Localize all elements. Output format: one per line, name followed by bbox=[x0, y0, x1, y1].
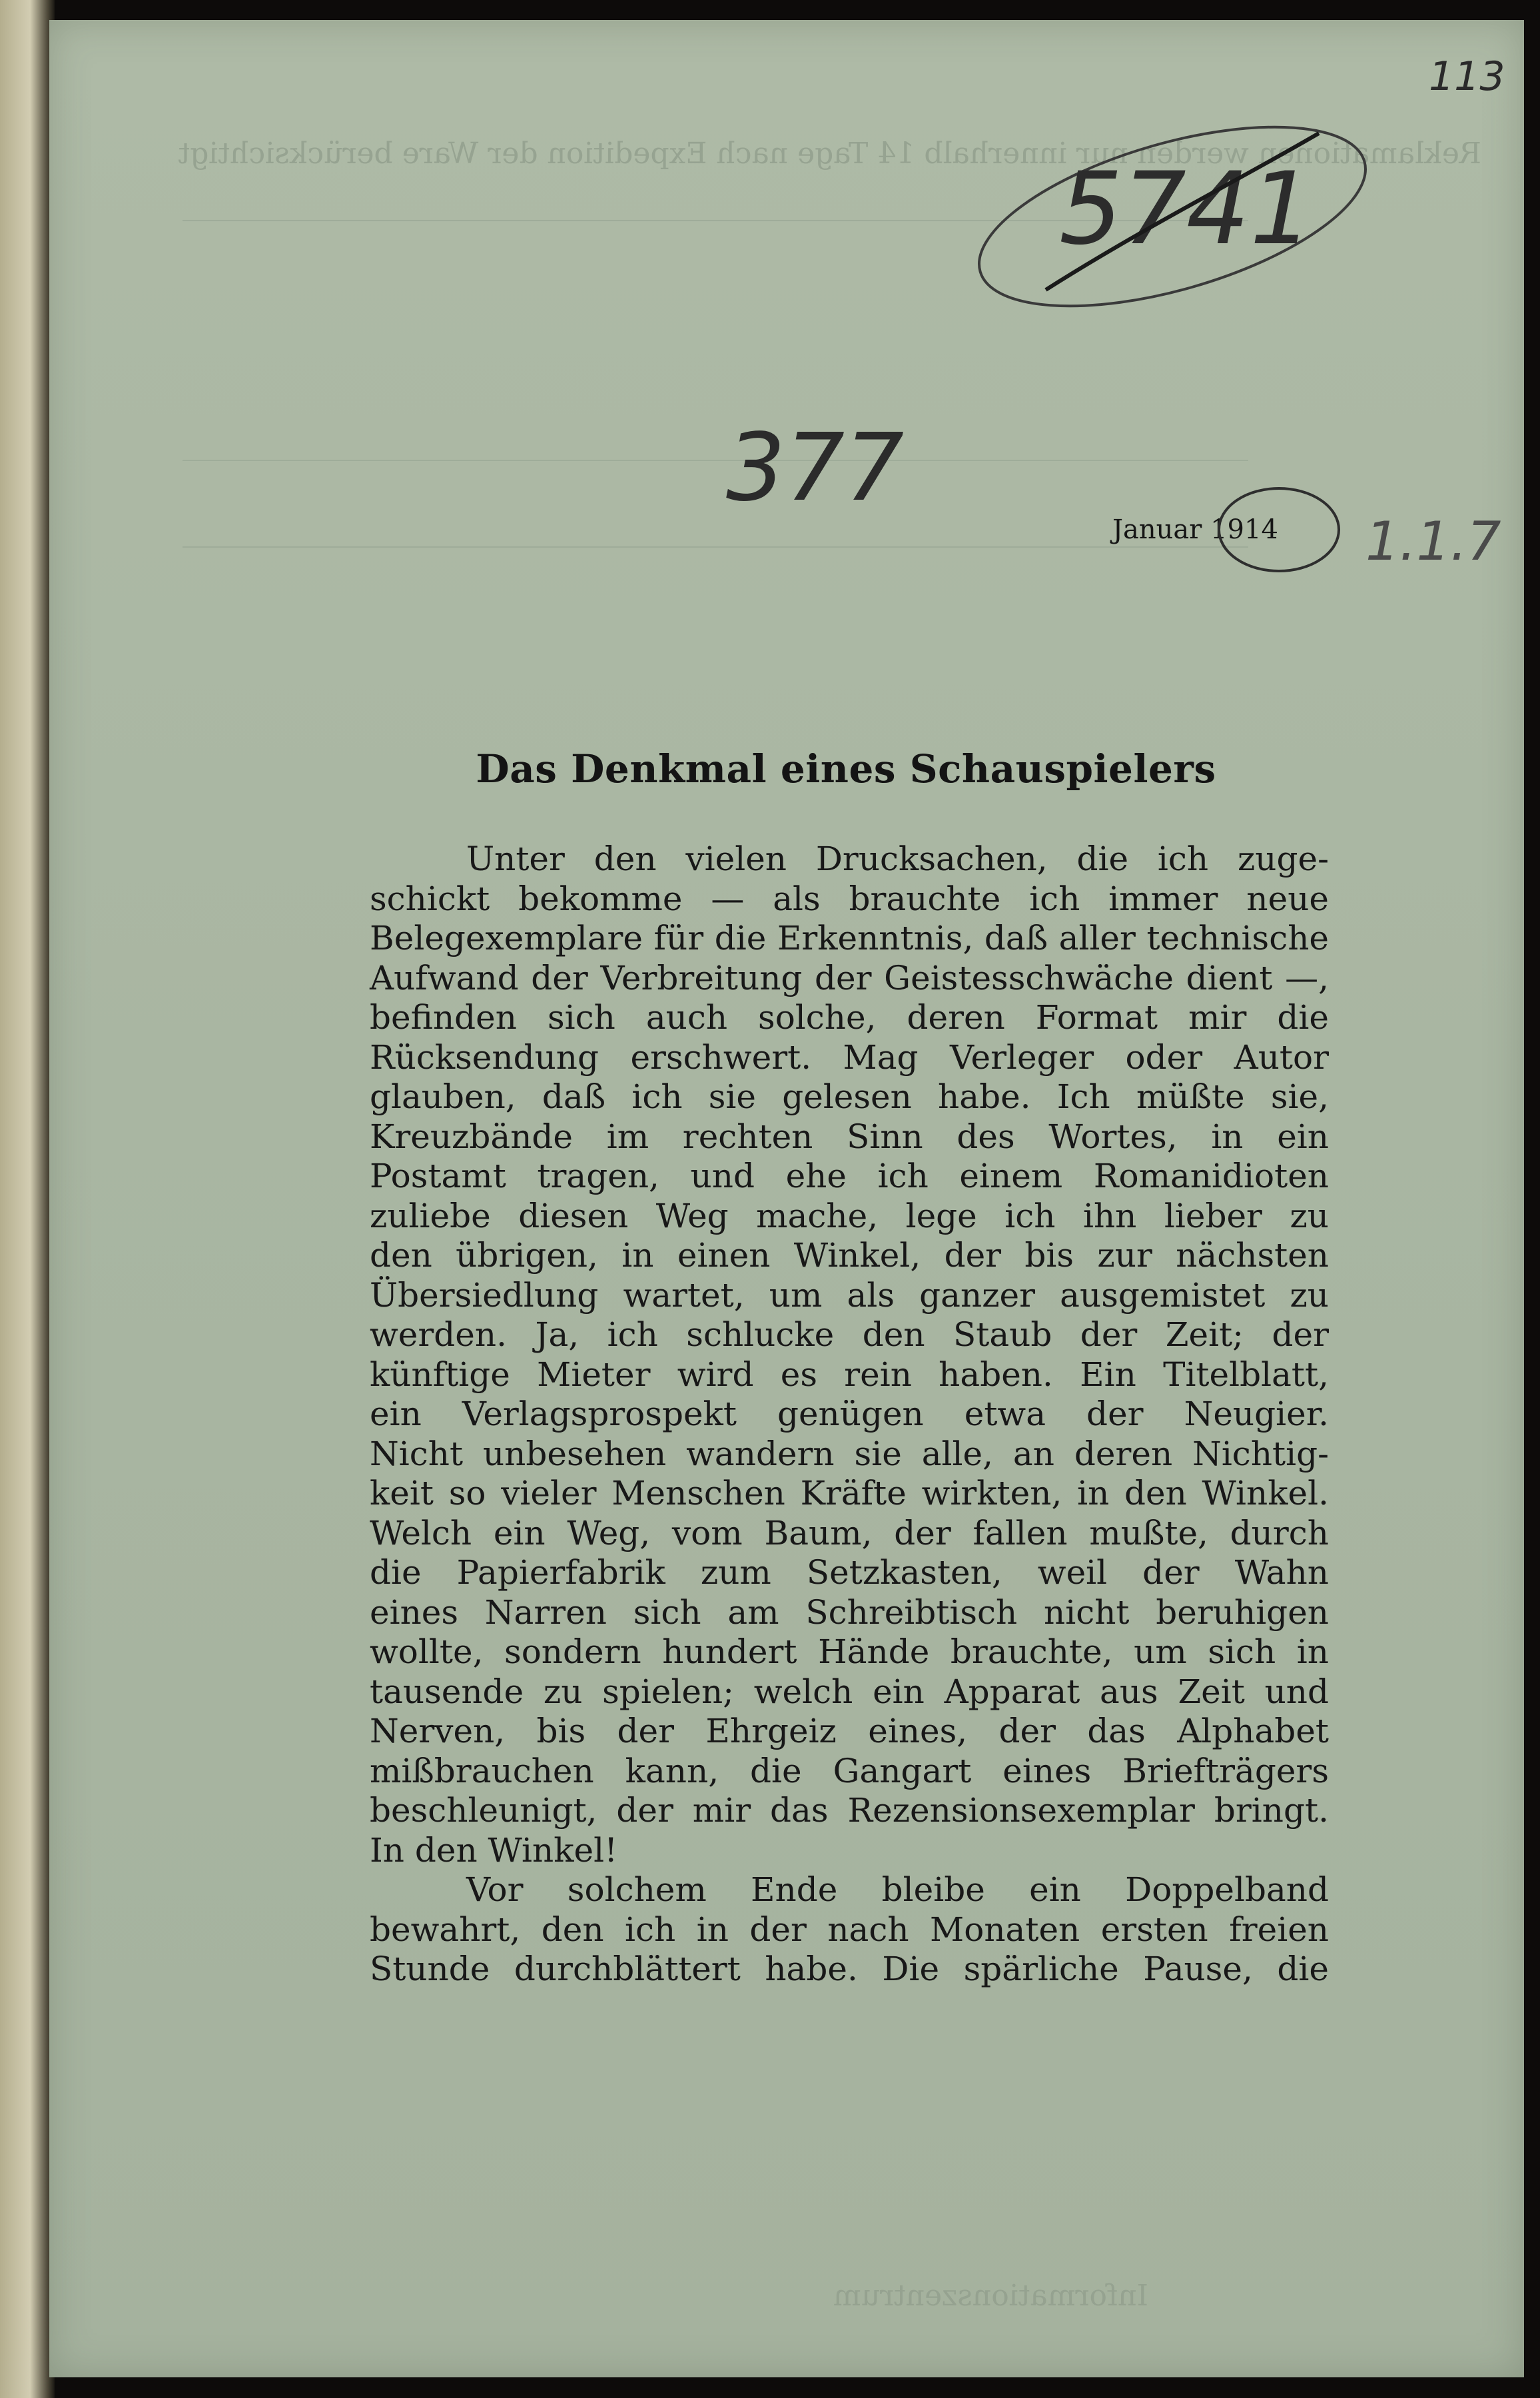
text-line: keit so vieler Menschen Kräfte wirkten, in den Winkel. bbox=[370, 1474, 1329, 1512]
circled-number-stamp bbox=[946, 113, 1399, 326]
text-line: glauben, daß ich sie gelesen habe. Ich müßte sie, bbox=[370, 1077, 1329, 1116]
stamp-number-text: 5741 bbox=[1059, 151, 1314, 267]
inventory-mark-text: 377 bbox=[726, 414, 905, 522]
text-line: den übrigen, in einen Winkel, der bis zur nächsten bbox=[370, 1236, 1329, 1275]
text-line: befinden sich auch solche, deren Format mir die bbox=[370, 998, 1329, 1037]
date-month: Januar bbox=[1112, 514, 1202, 545]
text-line: wollte, sondern hundert Hände brauchte, um sich in bbox=[370, 1632, 1329, 1671]
text-line: tausende zu spielen; welch ein Apparat aus Zeit und bbox=[370, 1672, 1329, 1711]
book-spine bbox=[0, 0, 55, 2398]
article-body bbox=[370, 840, 1329, 1990]
show-through-text-top: Reklamationen werden nur innerhalb 14 Tage nach Expedition der Ware berücksichtigt bbox=[178, 137, 1481, 171]
show-through-text-bottom: Informationszentrum bbox=[833, 2279, 1148, 2313]
text-line: In den Winkel! bbox=[370, 1830, 618, 1870]
pencil-note bbox=[1359, 480, 1519, 613]
text-line: Postamt tragen, und ehe ich einem Romanidioten bbox=[370, 1157, 1329, 1195]
text-line: Vor solchem Ende bleibe ein Doppelband bbox=[466, 1870, 1329, 1909]
text-line: die Papierfabrik zum Setzkasten, weil der Wahn bbox=[370, 1553, 1329, 1592]
date-year: 1914 bbox=[1210, 514, 1278, 545]
text-line: Stunde durchblättert habe. Die spärliche Pause, die bbox=[370, 1950, 1329, 1988]
show-through-rule bbox=[183, 546, 1248, 548]
text-line: Kreuzbände im rechten Sinn des Wortes, in ein bbox=[370, 1117, 1329, 1156]
text-line: bewahrt, den ich in der nach Monaten ersten freien bbox=[370, 1910, 1329, 1949]
text-line: Belegexemplare für die Erkenntnis, daß aller technische bbox=[370, 919, 1329, 957]
text-line: Welch ein Weg, vom Baum, der fallen mußte, durch bbox=[370, 1513, 1329, 1552]
article-title: Das Denkmal eines Schauspielers bbox=[476, 746, 1216, 792]
text-line: Nerven, bis der Ehrgeiz eines, der das Alphabet bbox=[370, 1712, 1329, 1750]
text-line: Übersiedlung wartet, um als ganzer ausgemistet zu bbox=[370, 1275, 1329, 1315]
inventory-mark bbox=[719, 400, 906, 540]
text-line: ein Verlagsprospekt genügen etwa der Neugier. bbox=[370, 1395, 1329, 1433]
text-line: eines Narren sich am Schreibtisch nicht beruhigen bbox=[370, 1592, 1329, 1632]
text-line: Aufwand der Verbreitung der Geistesschwäche dient —, bbox=[370, 958, 1329, 997]
text-line: Unter den vielen Drucksachen, die ich zuge- bbox=[466, 840, 1329, 878]
text-line: beschleunigt, der mir das Rezensionsexemplar bringt. bbox=[370, 1791, 1329, 1830]
text-line: künftige Mieter wird es rein haben. Ein Titelblatt, bbox=[370, 1355, 1329, 1394]
text-line: mißbrauchen kann, die Gangart eines Briefträgers bbox=[370, 1751, 1329, 1790]
date-circle-mark bbox=[1212, 480, 1346, 580]
text-line: schickt bekomme — als brauchte ich immer neue bbox=[370, 879, 1329, 918]
text-line: Nicht unbesehen wandern sie alle, an deren Nichtig- bbox=[370, 1434, 1329, 1473]
pencil-note-text: 1.1.7 bbox=[1365, 510, 1501, 572]
text-line: zuliebe diesen Weg mache, lege ich ihn lieber zu bbox=[370, 1196, 1329, 1235]
text-line: werden. Ja, ich schlucke den Staub der Zeit; der bbox=[370, 1315, 1329, 1354]
page-number: 113 bbox=[1429, 53, 1505, 100]
show-through-rule bbox=[183, 460, 1248, 461]
text-line: Rücksendung erschwert. Mag Verleger oder Autor bbox=[370, 1037, 1329, 1077]
